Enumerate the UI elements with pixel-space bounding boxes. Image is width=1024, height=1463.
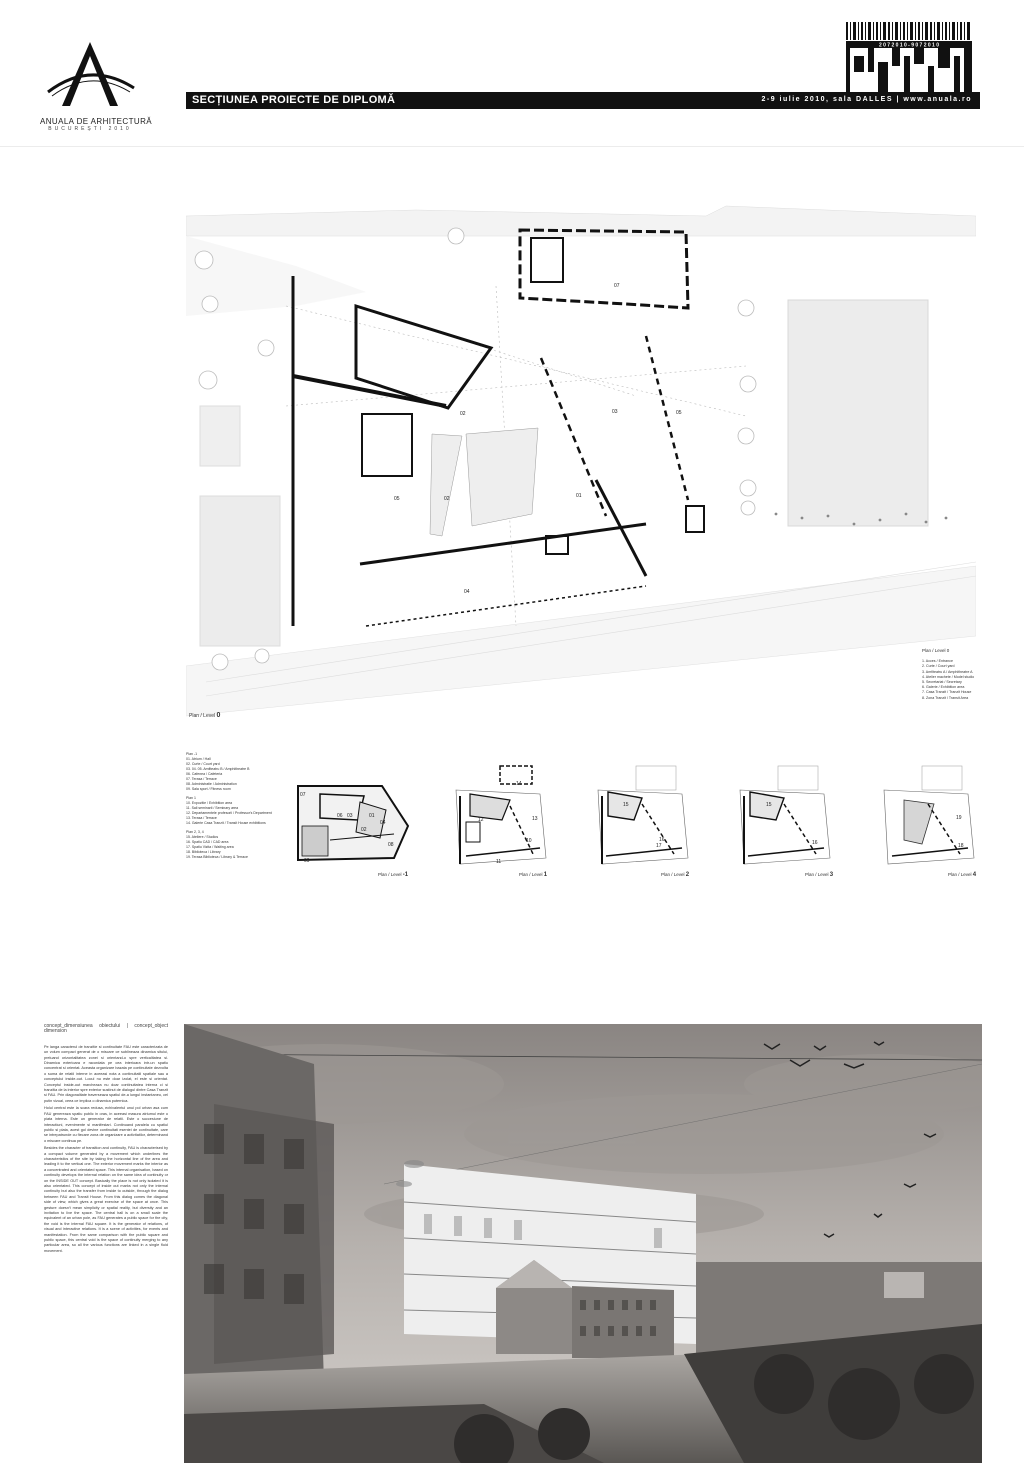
plan-room-label: 07 xyxy=(614,283,620,289)
plan-room-label: 03 xyxy=(612,409,618,415)
section-title: SECȚIUNEA PROIECTE DE DIPLOMĂ xyxy=(192,94,396,106)
small-plan-label: 03 xyxy=(347,813,353,819)
plan-room-label: 02 xyxy=(460,411,466,417)
small-plan-label: 11 xyxy=(496,859,502,865)
small-plan-label: 15 xyxy=(623,802,629,808)
small-plan-caption: Plan / Level 4 xyxy=(948,872,977,878)
small-plan-label: 18 xyxy=(958,843,964,849)
legend-item: 6. Galerie / Exhibition area xyxy=(922,685,965,690)
legend-item: 11. Sali seminarii / Seminary area xyxy=(186,806,239,810)
legend-item: 01. Atrium / Hall xyxy=(186,757,211,761)
concept-paragraph: Holul central este la scara redusa, echivalentul unui pol urban asa cum FAU genereaza spatiu public in oras, in aceeasi masura atriumul este o piata interna. Este un generator de relatii. Este o succesiune de interactiuni, evenimente si manifestari. Continuand paralela cu spatiul public si piata, acest gol devine continuitati esentei de continuitate, care se intrepatrunde cu fiecare zona de organizare a activitatilor, determinand o miscare continua pe. xyxy=(44,1106,168,1143)
small-plan-caption: Plan / Level 2 xyxy=(661,872,690,878)
small-plans-legend xyxy=(186,752,298,864)
small-plan-label: 19 xyxy=(956,815,962,821)
small-plan-label: 09 xyxy=(304,858,310,864)
small-plan-label: 10 xyxy=(526,838,532,844)
legend-item: 17. Spatiu Vizita / Waiting area xyxy=(186,845,234,849)
legend-item: 5. Secretariat / Secretary xyxy=(922,680,962,685)
plan-level-4 xyxy=(858,760,984,878)
legend-item: 15. Ateliere / Studios xyxy=(186,835,219,839)
legend-item: 03. 04. 05. Amfiteatru B / Amphitheatre B xyxy=(186,767,250,771)
small-plan-caption: Plan / Level 1 xyxy=(519,872,548,878)
plan-room-label: 05 xyxy=(676,410,682,416)
plan-caption: Plan / Level 0 xyxy=(189,712,221,719)
legend-group-title: Plan -1 xyxy=(186,752,198,756)
perspective-render xyxy=(184,1024,982,1463)
plan-room-label: 04 xyxy=(464,589,470,595)
concept-title: concept_dimensiunea obiectului | concept_object dimension xyxy=(44,1023,168,1035)
legend-item: 8. Zona Tranzit / Transit Area xyxy=(922,695,969,700)
small-plan-label: 02 xyxy=(361,827,367,833)
small-plan-label: 04 xyxy=(380,820,386,826)
legend-item: 02. Curte / Court yard xyxy=(186,762,220,766)
legend-item: 3. Amfiteatru A / Amphitheatre A xyxy=(922,669,973,674)
legend-group-title: Plan 2, 3, 4 xyxy=(186,830,204,834)
legend-item: 10. Expozitie / Exhibition area xyxy=(186,801,233,805)
small-plan-label: 15 xyxy=(766,802,772,808)
plan-room-label: 01 xyxy=(576,493,582,499)
small-plan-label: 14 xyxy=(516,781,522,787)
logo-name: ANUALA DE ARHITECTURĂ xyxy=(40,117,152,126)
legend-item: 14. Galerie Casa Tranzit / Transit House exhibitions xyxy=(186,821,266,825)
concept-paragraph: Pe langa caracterul de tranzitie si continuitate FAU este caracterizata de un volum compact generat de o miscare ce sublineaza dinamica sitului, preluand orizontalitatea zonei si orientand-o spre verticalitatea si. Dinamica exterioara e racordata pe cea interioara intr-un spatiu concentrat si orientat. Aceasta organizare bazata pe continuitate dezvolta o suma de relatii interne in aceeasi nota a continuitatii spatiale sau a conceptului inside-out. Locul nu este doar izolat, el este si orientat. Conceptul inside-out marcheaza nu doar continuitatea interna ci si tranzitia de la interior spre exterior sustinut de dialogul dintre Casa Tranzit si FAU. Prin diagonalitate traverseaza spatiul de-a lungul instantaneu, cel putin vizual, ceea ce implica o dinamica puternica. xyxy=(44,1044,168,1103)
small-plan-label: 16 xyxy=(659,837,665,843)
barcode-graphic xyxy=(846,22,972,92)
barcode-dates: 2 0 7 2 0 1 0 - 9 0 7 2 0 1 0 xyxy=(878,42,940,49)
legend-item: 08. Administratie / Administration xyxy=(186,782,237,786)
legend-group-title: Plan 1 xyxy=(186,796,196,800)
legend-item: 06. Cafenea / Cafeteria xyxy=(186,772,223,776)
legend-item: 09. Sala sport / Fitness room xyxy=(186,787,231,791)
plan-legend-title: Plan / Level 0 xyxy=(922,648,950,653)
legend-item: 4. Atelier machete / Model studio xyxy=(922,674,975,679)
small-plan-label: 13 xyxy=(532,816,538,822)
plan-level-3 xyxy=(714,760,840,878)
logo xyxy=(40,38,152,132)
legend-item: 12. Departamentele profesorii / Professor's Department xyxy=(186,811,272,815)
legend-item: 2. Curte / Court yard xyxy=(922,664,955,669)
small-plan-label: 06 xyxy=(337,813,343,819)
event-meta: 2-9 iulie 2010, sala DALLES | www.anuala.ro xyxy=(761,96,972,103)
small-plan-label: 16 xyxy=(812,840,818,846)
concept-paragraph: Besides the character of transition and continuity, FAU is characterised by a compact volume generated by a movement which underlines the characteristics of the site by taking the horizontal line of the area and leading it to the vertical one. The exterior movement marks the interior as a concentrated and orientated space. This internal organisation, based on continuity develops the internal relation on the same idea of continuity or on the INSIDE OUT concept. Basically the place is not only isolated it is also orientated. This concept of inside out marks not only the internal continuity but also the transfer from inside to outside, through the dialog between FAU and Transit House. From this dialog comes the diagonal side of view, which gives a great exercise of the space at once. This gesture doesn't mean simplicity or spatial reality, but diversity and an invitation to live the space. The central hall is on a small scale the equivalent of an urban pole, as FAU generates a public space for the city, the void is the internal FAU square. It is the generator of relations, of visual and interactive relations. It is a scene of activities, for events and manifestation. From the same comparison with the public square and public space, this central void is the space of continuity merging to any particular area, so all the various functions are linked in a single fluid movement. xyxy=(44,1146,168,1253)
legend-item: 18. Biblioteca / Library xyxy=(186,850,221,854)
small-plan-label: 12 xyxy=(478,817,484,823)
divider xyxy=(0,146,1024,147)
plan-legend xyxy=(922,648,1012,701)
legend-item: 7. Casa Tranzit / Tranzit House xyxy=(922,690,972,695)
logo-subtitle: BUCUREȘTI 2010 xyxy=(48,126,132,132)
logo-a-mark xyxy=(40,38,140,110)
small-plan-label: 01 xyxy=(369,813,375,819)
legend-item: 13. Terasa / Terrace xyxy=(186,816,217,820)
small-plan-label: 08 xyxy=(388,842,394,848)
small-plan-caption: Plan / Level 3 xyxy=(805,872,834,878)
header-bar xyxy=(186,92,980,109)
plan-room-label: 02 xyxy=(444,496,450,502)
small-plan-label: 07 xyxy=(300,792,306,798)
site-plan-level-0 xyxy=(186,196,976,726)
small-plan-caption: Plan / Level -1 xyxy=(378,872,409,878)
legend-item: 07. Terasa / Terrace xyxy=(186,777,217,781)
legend-item: 19. Terasa Biblioteca / Library & Terrace xyxy=(186,855,248,859)
plan-level-2 xyxy=(572,760,698,878)
plan-room-label: 05 xyxy=(394,496,400,502)
legend-item: 16. Spatiu CAD / CAD area xyxy=(186,840,229,844)
legend-item: 1. Acces / Entrance xyxy=(922,659,953,664)
concept-text xyxy=(44,1024,168,1256)
small-plan-label: 17 xyxy=(656,843,662,849)
